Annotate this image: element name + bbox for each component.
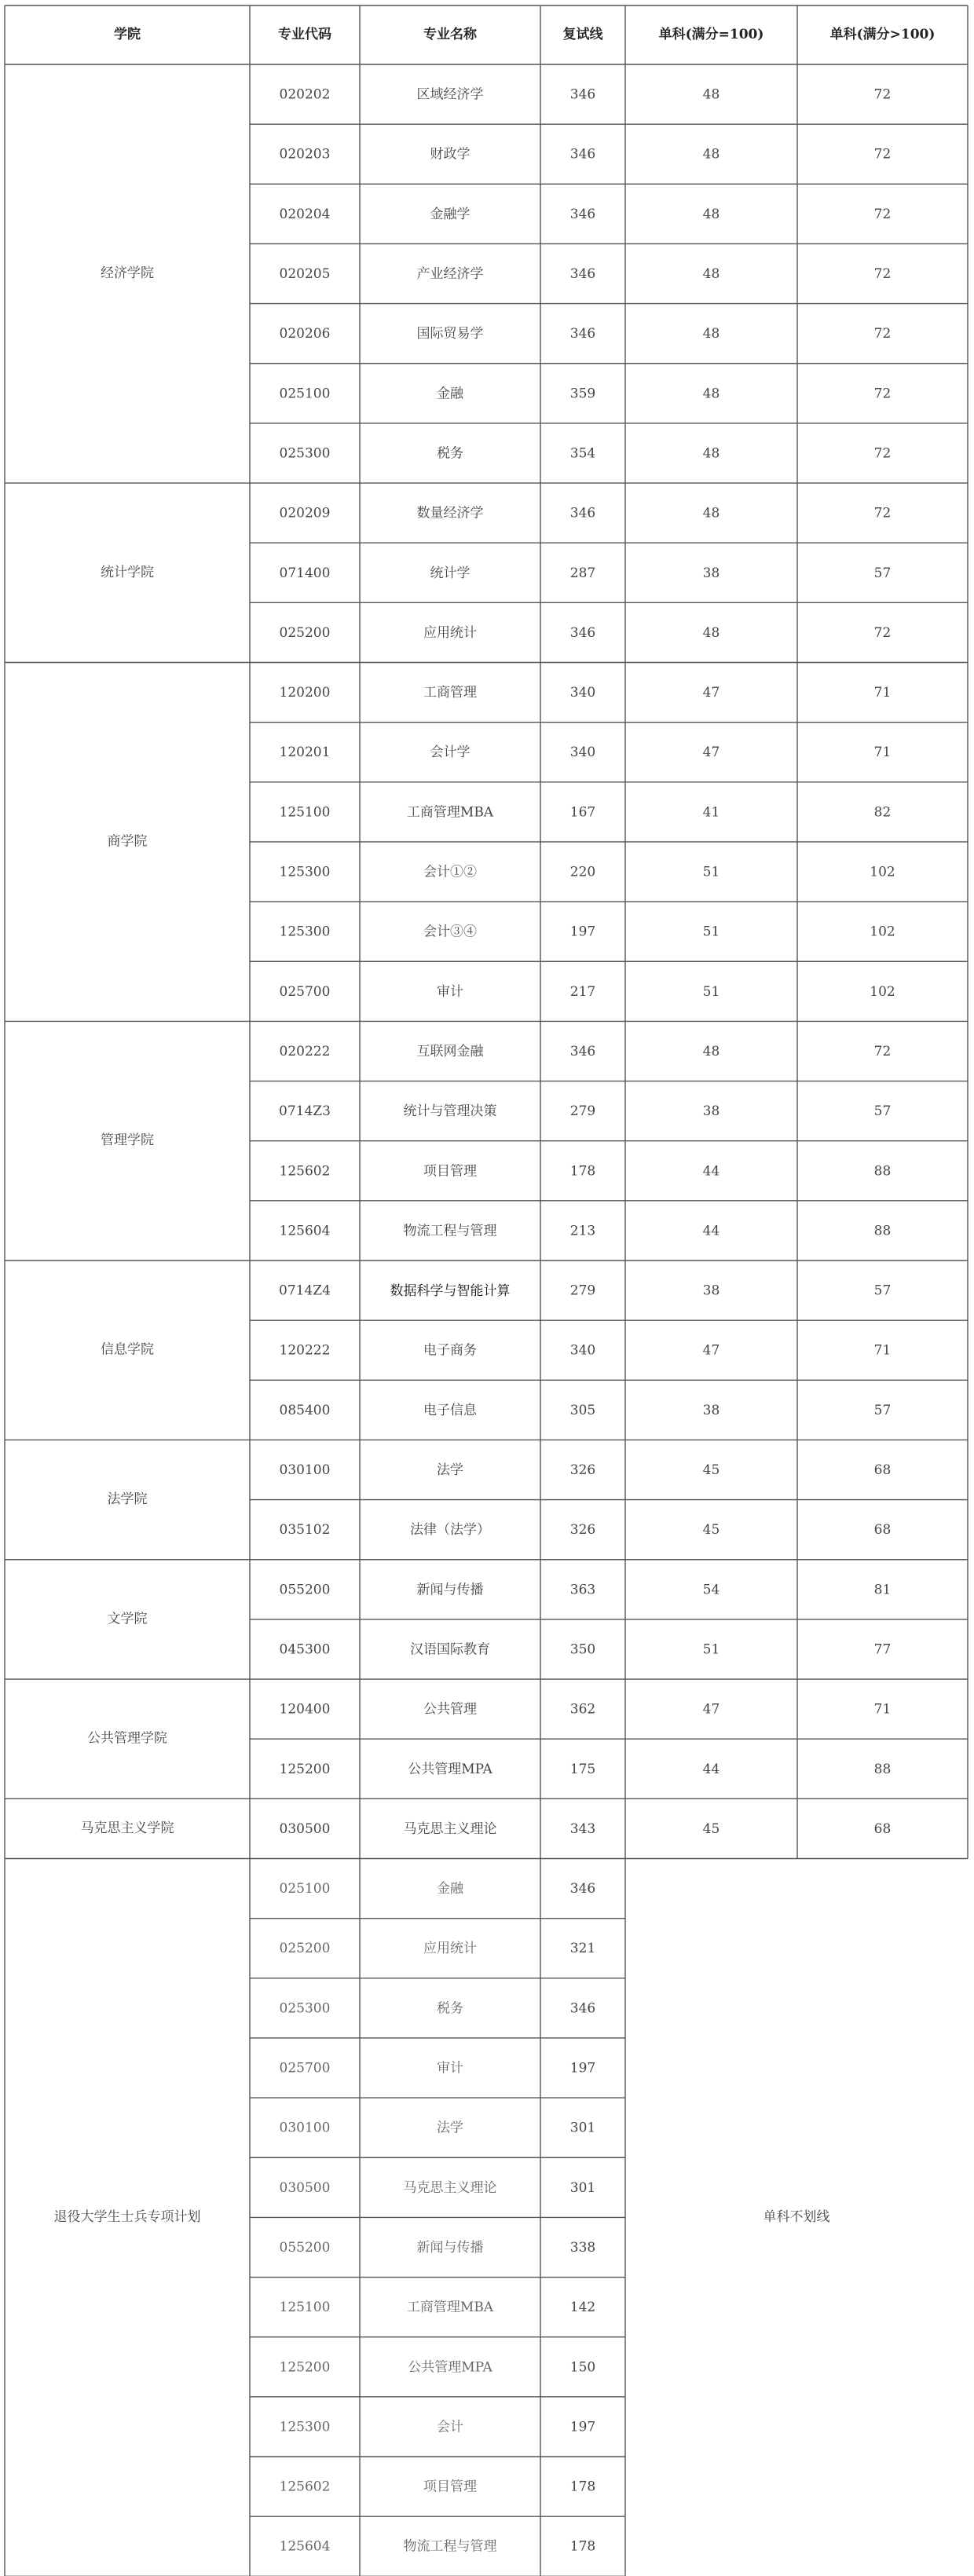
major-name: 区域经济学	[416, 86, 484, 103]
major-code: 030100	[279, 1462, 331, 1479]
single-subject-over-100: 57	[873, 1402, 892, 1418]
major-name: 会计	[437, 2419, 463, 2435]
major-code: 085400	[279, 1402, 331, 1418]
single-subject-100: 45	[702, 1820, 720, 1837]
single-subject-100: 48	[702, 206, 720, 222]
retest-score: 301	[569, 2179, 596, 2196]
retest-score: 346	[569, 1043, 596, 1059]
single-subject-over-100: 82	[873, 804, 892, 821]
major-name: 公共管理MPA	[408, 2359, 492, 2376]
major-code: 071400	[279, 565, 331, 581]
single-subject-100: 54	[702, 1582, 720, 1598]
major-name: 会计学	[430, 745, 471, 761]
major-name: 物流工程与管理	[403, 1223, 497, 1239]
major-code: 025200	[279, 624, 331, 641]
single-subject-note: 单科不划线	[763, 2208, 830, 2225]
major-name: 电子信息	[423, 1402, 477, 1418]
major-name: 公共管理	[423, 1701, 477, 1718]
college-name: 法学院	[107, 1491, 148, 1508]
retest-score: 363	[569, 1582, 596, 1598]
single-subject-100: 51	[702, 1641, 720, 1658]
retest-score: 346	[569, 206, 596, 222]
single-subject-100: 44	[702, 1761, 720, 1777]
header-single-100: 单科(满分=100)	[658, 27, 764, 42]
header-retest-line: 复试线	[562, 27, 603, 42]
major-code: 125604	[279, 1223, 331, 1239]
retest-score: 346	[569, 86, 596, 103]
retest-score: 287	[569, 565, 596, 581]
major-code: 120400	[279, 1701, 331, 1718]
major-code: 125200	[279, 1761, 331, 1777]
retest-score: 213	[569, 1223, 596, 1239]
single-subject-100: 51	[702, 924, 720, 940]
major-code: 020205	[279, 266, 331, 283]
major-name: 数据科学与智能计算	[390, 1283, 511, 1300]
major-code: 020202	[279, 86, 331, 103]
major-code: 020209	[279, 505, 331, 521]
major-name: 工商管理	[423, 685, 477, 701]
major-name: 工商管理MBA	[406, 2300, 494, 2316]
single-subject-100: 51	[702, 983, 720, 1000]
college-name: 公共管理学院	[87, 1730, 167, 1747]
single-subject-over-100: 72	[873, 146, 892, 163]
single-subject-over-100: 72	[873, 505, 892, 521]
major-name: 金融	[437, 1881, 463, 1897]
major-code: 125100	[279, 2300, 331, 2316]
retest-score: 220	[569, 864, 596, 880]
retest-score: 279	[569, 1283, 596, 1299]
major-name: 会计①②	[423, 864, 477, 880]
major-code: 055200	[279, 2239, 331, 2256]
major-code: 025700	[279, 2060, 331, 2077]
retest-score: 346	[569, 2000, 596, 2017]
major-name: 马克思主义理论	[403, 1820, 497, 1837]
college-name: 管理学院	[101, 1132, 154, 1149]
retest-score: 197	[569, 924, 596, 940]
retest-score: 326	[569, 1462, 596, 1479]
single-subject-over-100: 88	[873, 1223, 892, 1239]
retest-score: 326	[569, 1522, 596, 1539]
single-subject-over-100: 68	[873, 1462, 892, 1479]
major-name: 财政学	[430, 146, 471, 163]
retest-score: 305	[569, 1402, 596, 1418]
single-subject-over-100: 71	[873, 685, 892, 701]
major-name: 审计	[437, 2060, 463, 2077]
single-subject-over-100: 57	[873, 565, 892, 581]
major-code: 125300	[279, 864, 331, 880]
major-name: 互联网金融	[416, 1043, 484, 1059]
single-subject-100: 47	[702, 1342, 720, 1359]
major-name: 统计与管理决策	[403, 1103, 497, 1120]
major-code: 125100	[279, 804, 331, 821]
single-subject-100: 48	[702, 1043, 720, 1059]
retest-score: 167	[569, 804, 596, 821]
major-name: 数量经济学	[416, 505, 484, 521]
single-subject-100: 38	[702, 565, 720, 581]
retest-score: 178	[569, 1163, 596, 1180]
major-name: 新闻与传播	[416, 2239, 484, 2256]
major-name: 项目管理	[423, 1163, 477, 1180]
single-subject-100: 45	[702, 1462, 720, 1479]
major-code: 025300	[279, 445, 331, 462]
single-subject-over-100: 72	[873, 624, 892, 641]
single-subject-100: 48	[702, 266, 720, 283]
major-name: 国际贸易学	[416, 326, 484, 342]
single-subject-100: 51	[702, 864, 720, 880]
major-name: 金融学	[430, 206, 471, 222]
single-subject-100: 47	[702, 745, 720, 761]
major-name: 物流工程与管理	[403, 2538, 497, 2555]
single-subject-100: 48	[702, 86, 720, 103]
retest-score: 343	[569, 1820, 596, 1837]
single-subject-100: 41	[702, 804, 720, 821]
college-name: 经济学院	[101, 265, 154, 282]
major-name: 项目管理	[423, 2479, 477, 2495]
retest-score: 178	[569, 2479, 596, 2495]
retest-score: 279	[569, 1103, 596, 1120]
major-name: 金融	[437, 386, 463, 402]
college-name: 信息学院	[101, 1341, 154, 1358]
single-subject-over-100: 71	[873, 1342, 892, 1359]
retest-score: 197	[569, 2060, 596, 2077]
major-name: 应用统计	[423, 624, 477, 641]
major-code: 020206	[279, 326, 331, 342]
major-code: 120200	[279, 685, 331, 701]
retest-score: 301	[569, 2120, 596, 2136]
major-code: 125200	[279, 2359, 331, 2376]
college-name: 马克思主义学院	[80, 1820, 174, 1836]
single-subject-over-100: 57	[873, 1103, 892, 1120]
header-single-over-100: 单科(满分>100)	[829, 27, 936, 42]
major-name: 马克思主义理论	[403, 2179, 497, 2196]
single-subject-over-100: 57	[873, 1283, 892, 1299]
retest-score: 346	[569, 1881, 596, 1897]
retest-score: 346	[569, 326, 596, 342]
retest-score: 217	[569, 983, 596, 1000]
major-name: 税务	[437, 445, 463, 462]
single-subject-100: 48	[702, 445, 720, 462]
retest-score: 359	[569, 386, 596, 402]
retest-score: 175	[569, 1761, 596, 1777]
major-name: 法学	[437, 1462, 463, 1479]
retest-score: 346	[569, 146, 596, 163]
single-subject-over-100: 72	[873, 386, 892, 402]
single-subject-over-100: 72	[873, 206, 892, 222]
college-name: 统计学院	[101, 564, 154, 580]
major-name: 审计	[437, 983, 463, 1000]
retest-score: 350	[569, 1641, 596, 1658]
major-name: 法律（法学）	[410, 1522, 490, 1539]
major-code: 025700	[279, 983, 331, 1000]
single-subject-100: 48	[702, 146, 720, 163]
single-subject-100: 48	[702, 326, 720, 342]
single-subject-100: 45	[702, 1522, 720, 1539]
major-name: 电子商务	[423, 1342, 477, 1359]
single-subject-over-100: 72	[873, 326, 892, 342]
major-name: 税务	[437, 2000, 463, 2017]
header-major: 专业名称	[423, 27, 477, 42]
single-subject-over-100: 68	[873, 1820, 892, 1837]
major-name: 工商管理MBA	[406, 804, 494, 821]
major-code: 125604	[279, 2538, 331, 2555]
single-subject-over-100: 71	[873, 745, 892, 761]
retest-score: 321	[569, 1941, 596, 1957]
single-subject-over-100: 71	[873, 1701, 892, 1718]
major-code: 0714Z3	[279, 1103, 331, 1120]
major-code: 120201	[279, 745, 331, 761]
major-code: 120222	[279, 1342, 331, 1359]
major-name: 统计学	[430, 565, 471, 581]
single-subject-over-100: 77	[873, 1641, 892, 1658]
major-code: 030100	[279, 2120, 331, 2136]
single-subject-over-100: 72	[873, 86, 892, 103]
major-name: 公共管理MPA	[408, 1761, 492, 1777]
major-name: 法学	[437, 2120, 463, 2136]
retest-score: 197	[569, 2419, 596, 2435]
single-subject-over-100: 102	[870, 983, 895, 1000]
single-subject-over-100: 72	[873, 1043, 892, 1059]
major-name: 汉语国际教育	[410, 1641, 490, 1658]
major-name: 新闻与传播	[416, 1582, 484, 1598]
single-subject-100: 38	[702, 1402, 720, 1418]
retest-score: 340	[569, 1342, 596, 1359]
single-subject-100: 48	[702, 386, 720, 402]
single-subject-100: 44	[702, 1223, 720, 1239]
major-code: 020222	[279, 1043, 331, 1059]
single-subject-over-100: 81	[873, 1582, 892, 1598]
major-code: 025100	[279, 386, 331, 402]
major-code: 025300	[279, 2000, 331, 2017]
major-code: 055200	[279, 1582, 331, 1598]
single-subject-100: 44	[702, 1163, 720, 1180]
major-code: 020203	[279, 146, 331, 163]
single-subject-100: 48	[702, 505, 720, 521]
retest-score: 346	[569, 266, 596, 283]
college-name: 商学院	[107, 833, 148, 850]
major-code: 035102	[279, 1522, 331, 1539]
retest-score: 340	[569, 685, 596, 701]
major-name: 应用统计	[423, 1941, 477, 1957]
single-subject-100: 48	[702, 624, 720, 641]
retest-score: 338	[569, 2239, 596, 2256]
retest-score: 340	[569, 745, 596, 761]
major-code: 020204	[279, 206, 331, 222]
retest-score: 150	[569, 2359, 596, 2376]
major-code: 025100	[279, 1881, 331, 1897]
retest-score: 362	[569, 1701, 596, 1718]
header-code: 专业代码	[278, 27, 331, 42]
single-subject-over-100: 102	[870, 864, 895, 880]
single-subject-100: 38	[702, 1103, 720, 1120]
single-subject-over-100: 68	[873, 1522, 892, 1539]
single-subject-100: 47	[702, 685, 720, 701]
retest-score: 346	[569, 505, 596, 521]
major-code: 030500	[279, 2179, 331, 2196]
major-code: 030500	[279, 1820, 331, 1837]
retest-score: 142	[569, 2300, 596, 2316]
single-subject-over-100: 72	[873, 445, 892, 462]
retest-score: 178	[569, 2538, 596, 2555]
single-subject-100: 38	[702, 1283, 720, 1299]
major-code: 125300	[279, 924, 331, 940]
single-subject-over-100: 102	[870, 924, 895, 940]
single-subject-over-100: 72	[873, 266, 892, 283]
college-name: 退役大学生士兵专项计划	[53, 2208, 201, 2225]
major-code: 125602	[279, 2479, 331, 2495]
header-college: 学院	[114, 27, 141, 42]
major-code: 0714Z4	[279, 1283, 331, 1299]
major-code: 125300	[279, 2419, 331, 2435]
single-subject-over-100: 88	[873, 1761, 892, 1777]
single-subject-over-100: 88	[873, 1163, 892, 1180]
retest-score: 346	[569, 624, 596, 641]
major-code: 025200	[279, 1941, 331, 1957]
major-code: 045300	[279, 1641, 331, 1658]
retest-score: 354	[569, 445, 596, 462]
college-name: 文学院	[107, 1611, 148, 1627]
major-code: 125602	[279, 1163, 331, 1180]
single-subject-100: 47	[702, 1701, 720, 1718]
major-name: 产业经济学	[416, 266, 484, 283]
major-name: 会计③④	[423, 924, 477, 940]
